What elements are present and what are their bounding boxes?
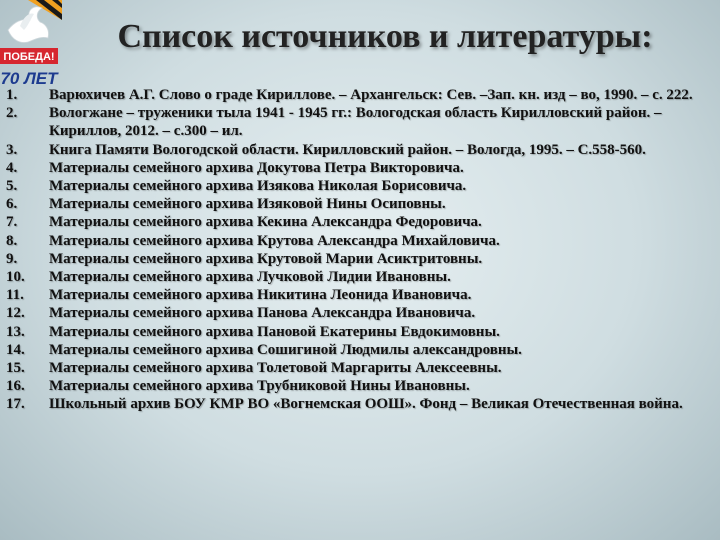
references-list bbox=[6, 86, 706, 414]
reference-number: 7. bbox=[6, 214, 18, 231]
reference-text: Варюхичев А.Г. Слово о граде Кириллове. – Архангельск: Сев. –Зап. кн. изд – во, 1990. – с. 222. bbox=[49, 87, 693, 103]
reference-text: Материалы семейного архива Толетовой Маргариты Алексеевны. bbox=[49, 360, 502, 377]
reference-number: 5. bbox=[6, 178, 18, 195]
logo-text-70-years: 70 ЛЕТ bbox=[0, 69, 58, 88]
reference-number: 10. bbox=[6, 269, 25, 286]
reference-number: 8. bbox=[6, 232, 18, 249]
reference-item bbox=[6, 341, 706, 359]
reference-item bbox=[6, 395, 706, 413]
reference-text: Материалы семейного архива Крутовой Марии Асиктритовны. bbox=[49, 250, 483, 267]
reference-text: Книга Памяти Вологодской области. Кирилловский район. – Вологда, 1995. – С.558-560. bbox=[49, 141, 646, 158]
reference-item bbox=[6, 104, 706, 140]
reference-text: Материалы семейного архива Докутова Петра Викторовича. bbox=[49, 159, 464, 176]
reference-number: 11. bbox=[6, 287, 24, 304]
reference-item bbox=[6, 232, 706, 250]
reference-number: 4. bbox=[6, 159, 18, 176]
reference-number: 1. bbox=[6, 87, 18, 103]
reference-item bbox=[6, 213, 706, 231]
reference-item bbox=[6, 195, 706, 213]
reference-text: Материалы семейного архива Трубниковой Нины Ивановны. bbox=[49, 378, 470, 395]
reference-number: 3. bbox=[6, 141, 18, 158]
reference-text: Материалы семейного архива Изяковой Нины Осиповны. bbox=[49, 196, 446, 213]
reference-item bbox=[6, 304, 706, 322]
reference-item bbox=[6, 86, 706, 104]
reference-text: Вологжане – труженики тыла 1941 - 1945 гг.: Вологодская область Кирилловский район. – Кириллов, 2012. – с.300 – ил. bbox=[49, 105, 662, 140]
reference-text: Материалы семейного архива Крутова Александра Михайловича. bbox=[49, 232, 500, 249]
reference-number: 17. bbox=[6, 396, 25, 413]
reference-number: 2. bbox=[6, 105, 18, 122]
reference-item bbox=[6, 268, 706, 286]
reference-number: 12. bbox=[6, 305, 25, 322]
reference-item bbox=[6, 159, 706, 177]
reference-number: 15. bbox=[6, 360, 25, 377]
reference-number: 6. bbox=[6, 196, 18, 213]
reference-number: 16. bbox=[6, 378, 25, 395]
logo-text-victory: ПОБЕДА! bbox=[3, 51, 55, 63]
reference-text: Материалы семейного архива Никитина Леонида Ивановича. bbox=[49, 287, 472, 304]
reference-item bbox=[6, 177, 706, 195]
reference-item bbox=[6, 359, 706, 377]
reference-text: Материалы семейного архива Сошигиной Людмилы александровны. bbox=[49, 341, 522, 358]
reference-text: Материалы семейного архива Пановой Екатерины Евдокимовны. bbox=[49, 323, 500, 340]
reference-text: Материалы семейного архива Панова Александра Ивановича. bbox=[49, 305, 476, 322]
page-title: Список источников и литературы: bbox=[117, 18, 653, 55]
reference-item bbox=[6, 377, 706, 395]
reference-text: Материалы семейного архива Лучковой Лидии Ивановны. bbox=[49, 269, 451, 286]
reference-text: Материалы семейного архива Изякова Николая Борисовича. bbox=[49, 178, 467, 195]
reference-number: 9. bbox=[6, 250, 18, 267]
reference-number: 13. bbox=[6, 323, 25, 340]
reference-item bbox=[6, 141, 706, 159]
reference-number: 14. bbox=[6, 341, 25, 358]
reference-text: Школьный архив БОУ КМР ВО «Вогнемская ООШ». Фонд – Великая Отечественная война. bbox=[49, 396, 683, 413]
reference-text: Материалы семейного архива Кекина Александра Федоровича. bbox=[49, 214, 482, 231]
reference-item bbox=[6, 250, 706, 268]
reference-item bbox=[6, 286, 706, 304]
reference-item bbox=[6, 323, 706, 341]
